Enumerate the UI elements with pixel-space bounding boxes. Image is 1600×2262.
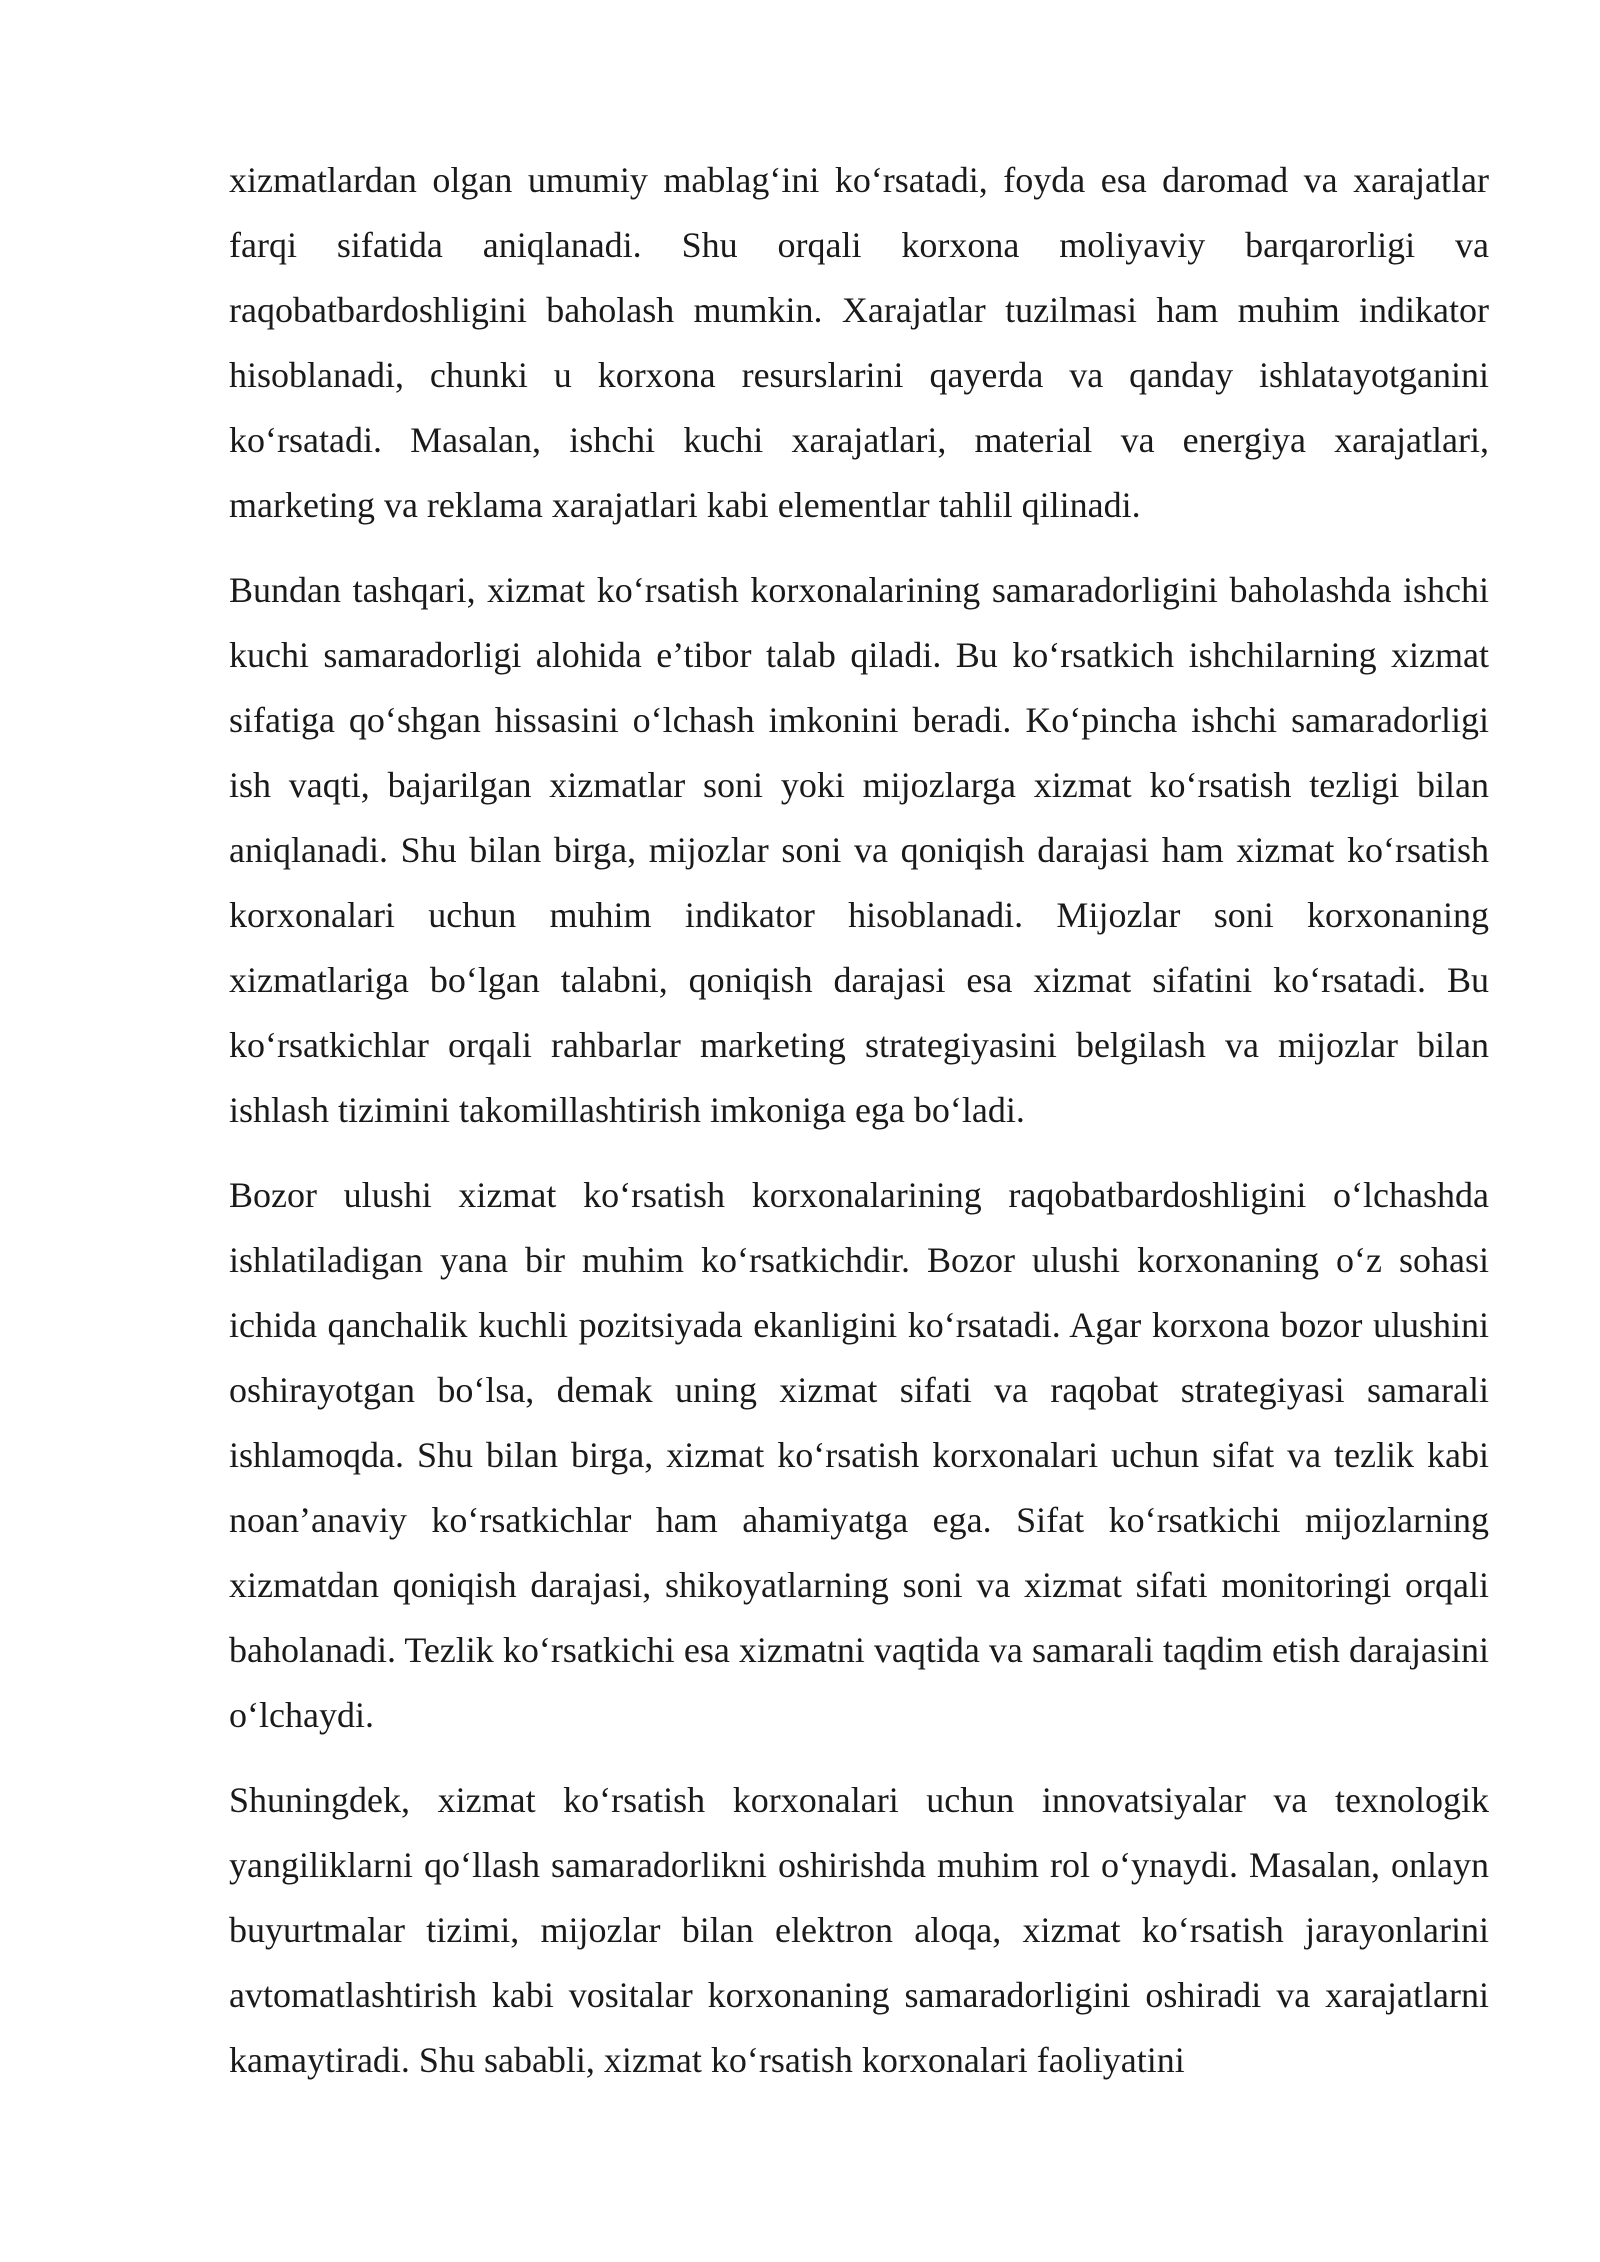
paragraph-1: xizmatlardan olgan umumiy mablag‘ini ko‘rsatadi, foyda esa daromad va xarajatlar farqi sifatida aniqlanadi. Shu orqali korxona moliyaviy barqarorligi va raqobatbardoshligini baholash mumkin. Xarajatlar tuzilmasi ham muhim indikator hisoblanadi, chunki u korxona resurslarini qayerda va qanday ishlatayotganini ko‘rsatadi. Masalan, ishchi kuchi xarajatlari, material va energiya xarajatlari, marketing va reklama xarajatlari kabi elementlar tahlil qilinadi. [229,160,1489,525]
document-body [229,148,1489,2113]
paragraph-3: Bozor ulushi xizmat ko‘rsatish korxonalarining raqobatbardoshligini o‘lchashda ishlatiladigan yana bir muhim ko‘rsatkichdir. Bozor ulushi korxonaning o‘z sohasi ichida qanchalik kuchli pozitsiyada ekanligini ko‘rsatadi. Agar korxona bozor ulushini oshirayotgan bo‘lsa, demak uning xizmat sifati va raqobat strategiyasi samarali ishlamoqda. Shu bilan birga, xizmat ko‘rsatish korxonalari uchun sifat va tezlik kabi noan’anaviy ko‘rsatkichlar ham ahamiyatga ega. Sifat ko‘rsatkichi mijozlarning xizmatdan qoniqish darajasi, shikoyatlarning soni va xizmat sifati monitoringi orqali baholanadi. Tezlik ko‘rsatkichi esa xizmatni vaqtida va samarali taqdim etish darajasini o‘lchaydi. [229,1175,1489,1735]
paragraph-4: Shuningdek, xizmat ko‘rsatish korxonalari uchun innovatsiyalar va texnologik yangiliklarni qo‘llash samaradorlikni oshirishda muhim rol o‘ynaydi. Masalan, onlayn buyurtmalar tizimi, mijozlar bilan elektron aloqa, xizmat ko‘rsatish jarayonlarini avtomatlashtirish kabi vositalar korxonaning samaradorligini oshiradi va xarajatlarni kamaytiradi. Shu sababli, xizmat ko‘rsatish korxonalari faoliyatini [229,1780,1489,2080]
paragraph-2: Bundan tashqari, xizmat ko‘rsatish korxonalarining samaradorligini baholashda ishchi kuchi samaradorligi alohida e’tibor talab qiladi. Bu ko‘rsatkich ishchilarning xizmat sifatiga qo‘shgan hissasini o‘lchash imkonini beradi. Ko‘pincha ishchi samaradorligi ish vaqti, bajarilgan xizmatlar soni yoki mijozlarga xizmat ko‘rsatish tezligi bilan aniqlanadi. Shu bilan birga, mijozlar soni va qoniqish darajasi ham xizmat ko‘rsatish korxonalari uchun muhim indikator hisoblanadi. Mijozlar soni korxonaning xizmatlariga bo‘lgan talabni, qoniqish darajasi esa xizmat sifatini ko‘rsatadi. Bu ko‘rsatkichlar orqali rahbarlar marketing strategiyasini belgilash va mijozlar bilan ishlash tizimini takomillashtirish imkoniga ega bo‘ladi. [229,570,1489,1130]
